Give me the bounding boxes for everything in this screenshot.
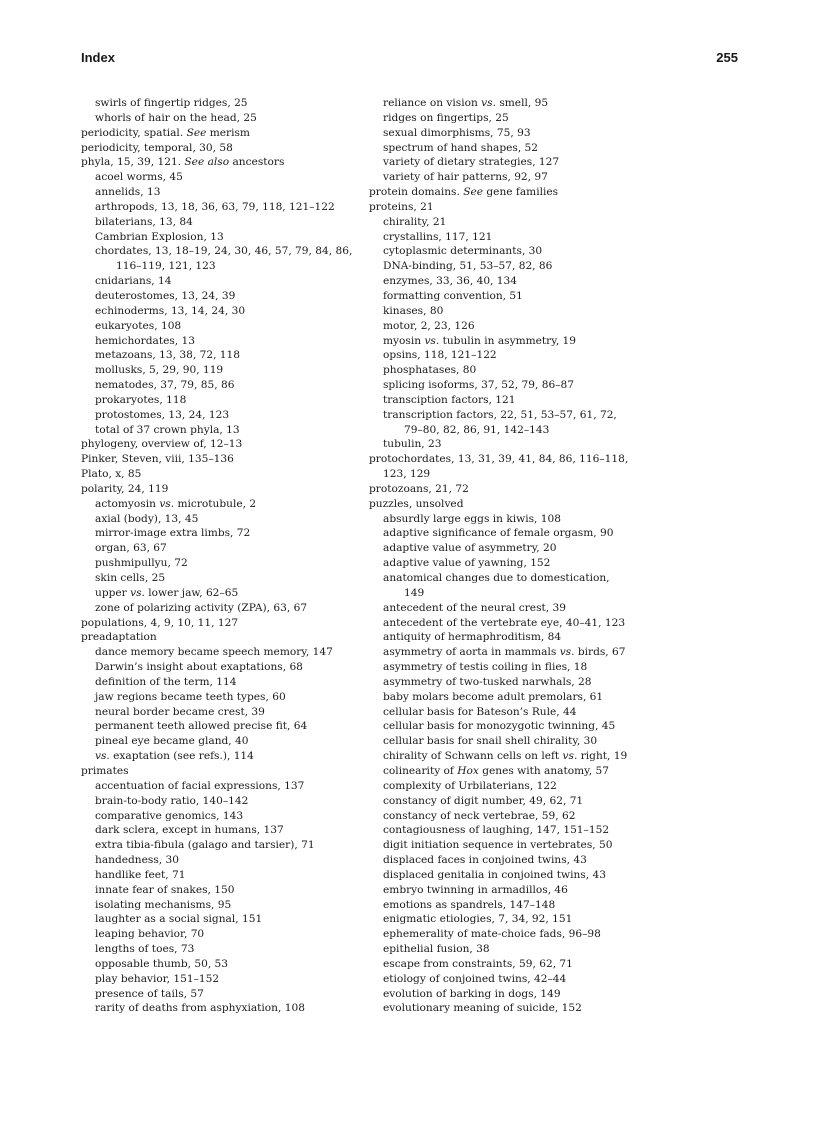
index-entry-text: periodicity, temporal, 30, 58: [81, 141, 233, 154]
index-entry-text: opsins, 118, 121–122: [383, 349, 497, 362]
index-subentry: [81, 853, 371, 868]
index-entry-text: annelids, 13: [95, 186, 161, 199]
index-entry-text: reliance on vision: [383, 97, 482, 109]
index-entry-text: primates: [81, 764, 129, 777]
index-subentry: [369, 809, 659, 824]
index-entry-text: ridges on fingertips, 25: [383, 111, 509, 124]
index-entry-text: anatomical changes due to domestication,: [383, 572, 610, 584]
index-entry-text: hemichordates, 13: [95, 334, 195, 347]
index-subentry: [81, 571, 371, 586]
index-entry-text: acoel worms, 45: [95, 171, 183, 184]
index-entry: [81, 467, 371, 482]
index-entry-text: preadaptation: [81, 631, 157, 644]
index-entry-text: epithelial fusion, 38: [383, 943, 490, 956]
index-entry-text: asymmetry of testis coiling in flies, 18: [383, 661, 588, 674]
index-entry: [81, 437, 371, 452]
index-subentry: [81, 200, 371, 215]
index-subentry: [369, 823, 659, 838]
index-entry-text-after: tubulin in asymmetry, 19: [439, 334, 577, 347]
index-subentry: [369, 126, 659, 141]
index-subentry: [81, 883, 371, 898]
index-entry-text: presence of tails, 57: [95, 987, 204, 1000]
index-subentry: [369, 170, 659, 185]
index-subentry: [369, 868, 659, 883]
index-entry-italic: vs.: [159, 497, 175, 510]
index-subentry: [81, 304, 371, 319]
index-subentry: [369, 764, 659, 779]
index-entry-text: permanent teeth allowed precise fit, 64: [95, 720, 308, 733]
index-subentry: [369, 853, 659, 868]
index-subentry: [369, 630, 659, 645]
index-entry-text: phylogeny, overview of, 12–13: [81, 438, 243, 451]
index-entry-text: nematodes, 37, 79, 85, 86: [95, 379, 235, 392]
index-subentry: [81, 645, 371, 660]
index-subentry: [81, 601, 371, 616]
index-subentry: [369, 957, 659, 972]
index-subentry: [81, 794, 371, 809]
index-entry-text: swirls of fingertip ridges, 25: [95, 97, 248, 109]
index-subentry: [369, 348, 659, 363]
index-subentry: [369, 972, 659, 987]
index-entry-text: kinases, 80: [383, 304, 444, 317]
index-subentry: [369, 749, 659, 764]
index-entry-continuation: [369, 586, 659, 601]
running-head: [81, 50, 738, 70]
index-subentry: [369, 437, 659, 452]
index-entry-text: chirality, 21: [383, 215, 447, 228]
index-entry-text: Cambrian Explosion, 13: [95, 230, 224, 243]
index-entry-text: handedness, 30: [95, 854, 179, 867]
index-subentry: [81, 809, 371, 824]
index-entry-text: protozoans, 21, 72: [369, 482, 469, 495]
index-entry-text: zone of polarizing activity (ZPA), 63, 67: [95, 601, 308, 614]
index-entry-italic: vs.: [130, 586, 145, 599]
index-entry-text: jaw regions became teeth types, 60: [95, 690, 286, 703]
index-entry-text: asymmetry of two-tusked narwhals, 28: [383, 675, 592, 688]
index-entry-text: etiology of conjoined twins, 42–44: [383, 972, 567, 985]
index-subentry: [81, 823, 371, 838]
index-subentry: [81, 319, 371, 334]
index-entry-text: pineal eye became gland, 40: [95, 735, 249, 748]
index-entry-text: antecedent of the vertebrate eye, 40–41, 123: [383, 616, 626, 629]
index-subentry: [369, 274, 659, 289]
index-entry-continuation: [81, 259, 371, 274]
index-subentry: [81, 660, 371, 675]
index-subentry: [369, 645, 659, 660]
index-entry-text: whorls of hair on the head, 25: [95, 111, 257, 124]
index-subentry: [81, 170, 371, 185]
index-entry: [369, 200, 659, 215]
index-subentry: [369, 541, 659, 556]
index-entry-text: Darwin’s insight about exaptations, 68: [95, 661, 303, 674]
index-subentry: [369, 378, 659, 393]
index-subentry: [369, 215, 659, 230]
index-subentry: [81, 497, 371, 512]
index-subentry: [369, 987, 659, 1002]
index-entry-text: innate fear of snakes, 150: [95, 883, 235, 896]
index-subentry: [81, 363, 371, 378]
index-subentry: [81, 957, 371, 972]
index-subentry: [81, 898, 371, 913]
index-entry-text: adaptive significance of female orgasm, 90: [383, 527, 614, 540]
index-subentry: [369, 319, 659, 334]
index-entry-text: upper: [95, 586, 131, 599]
index-entry-text: chordates, 13, 18–19, 24, 30, 46, 57, 79, 84, 86,: [95, 245, 353, 258]
index-entry: [81, 630, 371, 645]
index-subentry: [81, 868, 371, 883]
index-entry-text: evolution of barking in dogs, 149: [383, 987, 561, 1000]
index-subentry: [369, 898, 659, 913]
index-entry-text: polarity, 24, 119: [81, 482, 169, 495]
index-entry-text: pushmipullyu, 72: [95, 557, 188, 570]
index-subentry: [369, 96, 659, 111]
index-entry-text: motor, 2, 23, 126: [383, 319, 475, 332]
index-entry-text: cellular basis for snail shell chirality, 30: [383, 735, 598, 748]
index-subentry: [369, 705, 659, 720]
index-entry-text: displaced genitalia in conjoined twins, 43: [383, 868, 606, 881]
index-subentry: [369, 690, 659, 705]
index-entry-text: emotions as spandrels, 147–148: [383, 898, 556, 911]
index-entry: [369, 185, 659, 200]
index-entry-text: evolutionary meaning of suicide, 152: [383, 1002, 582, 1015]
index-entry: [81, 126, 371, 141]
index-entry-text: echinoderms, 13, 14, 24, 30: [95, 304, 246, 317]
index-subentry: [369, 838, 659, 853]
index-subentry: [81, 230, 371, 245]
index-entry-continuation: [369, 423, 659, 438]
index-subentry: [81, 690, 371, 705]
index-entry-text: protochordates, 13, 31, 39, 41, 84, 86, 116–118,: [369, 453, 629, 466]
index-subentry: [369, 883, 659, 898]
index-entry-text: DNA-binding, 51, 53–57, 82, 86: [383, 260, 553, 273]
index-entry-italic: Hox: [457, 764, 479, 777]
index-subentry: [81, 96, 371, 111]
index-entry-text: adaptive value of asymmetry, 20: [383, 542, 557, 555]
index-entry-text: brain-to-body ratio, 140–142: [95, 794, 249, 807]
index-entry-text-after: lower jaw, 62–65: [144, 586, 239, 599]
index-subentry: [81, 408, 371, 423]
index-entry: [369, 497, 659, 512]
index-entry-text: cnidarians, 14: [95, 275, 172, 288]
index-entry: [81, 764, 371, 779]
index-subentry: [369, 408, 659, 423]
index-entry-text: definition of the term, 114: [95, 675, 237, 688]
index-entry-text: mollusks, 5, 29, 90, 119: [95, 364, 224, 377]
index-entry-text-after: smell, 95: [495, 97, 549, 109]
index-subentry: [369, 230, 659, 245]
index-subentry: [369, 1001, 659, 1016]
index-entry-text: handlike feet, 71: [95, 868, 186, 881]
index-entry: [81, 155, 371, 170]
index-subentry: [369, 927, 659, 942]
index-subentry: [81, 838, 371, 853]
index-subentry: [81, 274, 371, 289]
index-entry-text: cytoplasmic determinants, 30: [383, 245, 543, 258]
index-entry-text: axial (body), 13, 45: [95, 512, 199, 525]
index-entry-text: proteins, 21: [369, 200, 434, 213]
index-subentry: [369, 734, 659, 749]
index-entry: [369, 482, 659, 497]
index-entry-text: sexual dimorphisms, 75, 93: [383, 126, 531, 139]
index-subentry: [369, 794, 659, 809]
index-entry-text: accentuation of facial expressions, 137: [95, 779, 305, 792]
index-subentry: [369, 675, 659, 690]
index-subentry: [81, 779, 371, 794]
index-subentry: [81, 749, 371, 764]
index-subentry: [81, 705, 371, 720]
index-entry-text: Plato, x, 85: [81, 468, 142, 481]
index-entry-text: tubulin, 23: [383, 438, 442, 451]
index-subentry: [81, 526, 371, 541]
index-subentry: [81, 942, 371, 957]
index-entry: [81, 141, 371, 156]
index-entry-text: puzzles, unsolved: [369, 497, 464, 510]
index-entry-text: bilaterians, 13, 84: [95, 215, 193, 228]
index-subentry: [369, 616, 659, 631]
index-subentry: [81, 586, 371, 601]
index-subentry: [81, 675, 371, 690]
index-subentry: [81, 556, 371, 571]
index-subentry: [81, 334, 371, 349]
index-entry-text: metazoans, 13, 38, 72, 118: [95, 349, 241, 362]
index-entry-text: isolating mechanisms, 95: [95, 898, 232, 911]
index-entry-text: deuterostomes, 13, 24, 39: [95, 289, 236, 302]
index-entry-text: chirality of Schwann cells on left: [383, 750, 563, 763]
index-subentry: [369, 393, 659, 408]
index-subentry: [369, 155, 659, 170]
index-entry-text: dance memory became speech memory, 147: [95, 646, 333, 659]
index-entry-text: enzymes, 33, 36, 40, 134: [383, 275, 518, 288]
index-subentry: [369, 141, 659, 156]
index-entry-text: cellular basis for monozygotic twinning, 45: [383, 720, 616, 733]
index-subentry: [81, 423, 371, 438]
index-entry-text: antiquity of hermaphroditism, 84: [383, 631, 562, 644]
index-subentry: [81, 1001, 371, 1016]
index-entry-text: ephemerality of mate-choice fads, 96–98: [383, 928, 601, 941]
index-entry-text: cellular basis for Bateson’s Rule, 44: [383, 705, 577, 718]
index-entry-text: contagiousness of laughing, 147, 151–152: [383, 824, 610, 837]
index-entry-text: skin cells, 25: [95, 572, 166, 584]
index-entry-italic: vs.: [95, 750, 110, 763]
index-subentry: [81, 541, 371, 556]
index-subentry: [369, 942, 659, 957]
index-entry-text: lengths of toes, 73: [95, 943, 195, 956]
index-entry-text: absurdly large eggs in kiwis, 108: [383, 512, 561, 525]
index-entry-text: complexity of Urbilaterians, 122: [383, 779, 557, 792]
index-entry-text: splicing isoforms, 37, 52, 79, 86–87: [383, 379, 574, 392]
index-entry-text: displaced faces in conjoined twins, 43: [383, 854, 587, 867]
index-subentry: [369, 363, 659, 378]
index-entry-text: transciption factors, 121: [383, 393, 516, 406]
index-subentry: [369, 259, 659, 274]
index-entry-italic: See also: [184, 156, 230, 169]
index-entry-text: digit initiation sequence in vertebrates, 50: [383, 839, 613, 852]
index-entry-text: total of 37 crown phyla, 13: [95, 423, 240, 436]
index-entry-text: organ, 63, 67: [95, 542, 167, 555]
index-entry-text: phyla, 15, 39, 121.: [81, 156, 185, 169]
index-subentry: [369, 556, 659, 571]
index-subentry: [369, 601, 659, 616]
index-entry-text: prokaryotes, 118: [95, 393, 187, 406]
index-entry-text: arthropods, 13, 18, 36, 63, 79, 118, 121–122: [95, 200, 335, 213]
index-entry: [369, 452, 659, 467]
index-column-right: [369, 96, 659, 1016]
index-entry-text: periodicity, spatial.: [81, 126, 187, 139]
index-entry-text: neural border became crest, 39: [95, 705, 265, 718]
index-subentry: [81, 378, 371, 393]
index-subentry: [369, 526, 659, 541]
index-entry-text: 123, 129: [383, 468, 431, 481]
index-entry-text: 116–119, 121, 123: [116, 260, 216, 273]
index-entry-text: eukaryotes, 108: [95, 319, 182, 332]
index-entry-text: constancy of neck vertebrae, 59, 62: [383, 809, 576, 822]
index-entry-text: Pinker, Steven, viii, 135–136: [81, 453, 234, 466]
index-subentry: [81, 244, 371, 259]
index-entry-text-after: exaptation (see refs.), 114: [109, 750, 254, 763]
index-subentry: [369, 304, 659, 319]
index-entry-text-after: birds, 67: [574, 646, 626, 659]
index-entry-italic: See: [463, 186, 484, 199]
index-entry-italic: vs.: [559, 646, 575, 659]
index-subentry: [81, 987, 371, 1002]
index-entry: [81, 452, 371, 467]
index-entry-italic: vs.: [424, 334, 440, 347]
index-entry-text: adaptive value of yawning, 152: [383, 557, 551, 570]
index-subentry: [81, 348, 371, 363]
index-entry-text: antecedent of the neural crest, 39: [383, 601, 566, 614]
index-entry-continuation: [369, 467, 659, 482]
index-subentry: [369, 334, 659, 349]
index-entry-text: asymmetry of aorta in mammals: [383, 646, 560, 659]
index-entry-text: extra tibia-fibula (galago and tarsier), 71: [95, 839, 315, 852]
index-entry-text-after: right, 19: [577, 750, 628, 763]
index-entry-text: myosin: [383, 334, 425, 347]
index-subentry: [81, 927, 371, 942]
index-entry-text: laughter as a social signal, 151: [95, 913, 263, 926]
index-subentry: [81, 289, 371, 304]
index-entry-text: comparative genomics, 143: [95, 809, 244, 822]
index-subentry: [369, 244, 659, 259]
index-entry-text: actomyosin: [95, 497, 160, 510]
index-entry: [81, 616, 371, 631]
index-entry-text: 149: [404, 586, 425, 599]
page-number: 255: [716, 50, 738, 65]
index-subentry: [81, 185, 371, 200]
index-entry-text: variety of dietary strategies, 127: [383, 156, 560, 169]
index-entry-italic: vs.: [562, 750, 578, 763]
index-subentry: [81, 719, 371, 734]
index-entry-text: crystallins, 117, 121: [383, 230, 493, 243]
index-column-left: [81, 96, 371, 1016]
index-entry-text: spectrum of hand shapes, 52: [383, 141, 539, 154]
index-entry-italic: vs.: [481, 97, 496, 109]
index-entry-text-after: merism: [206, 126, 250, 139]
index-entry-text: formatting convention, 51: [383, 289, 523, 302]
index-entry-text: enigmatic etiologies, 7, 34, 92, 151: [383, 913, 573, 926]
index-entry-italic: See: [186, 126, 207, 139]
index-entry-text: leaping behavior, 70: [95, 928, 205, 941]
index-entry-text: mirror-image extra limbs, 72: [95, 527, 251, 540]
index-subentry: [369, 660, 659, 675]
index-subentry: [369, 779, 659, 794]
index-entry-text: variety of hair patterns, 92, 97: [383, 171, 548, 184]
index-entry: [81, 482, 371, 497]
running-head-title: Index: [81, 50, 115, 65]
index-entry-text-after: gene families: [483, 186, 559, 199]
index-entry-text: populations, 4, 9, 10, 11, 127: [81, 616, 239, 629]
index-subentry: [369, 719, 659, 734]
index-subentry: [81, 393, 371, 408]
index-entry-text-after: microtubule, 2: [174, 497, 257, 510]
index-entry-text-after: ancestors: [229, 156, 285, 169]
index-subentry: [81, 972, 371, 987]
index-entry-text: 79–80, 82, 86, 91, 142–143: [404, 423, 550, 436]
index-entry-text: protein domains.: [369, 186, 464, 199]
index-entry-text: rarity of deaths from asphyxiation, 108: [95, 1002, 305, 1015]
index-entry-text: transcription factors, 22, 51, 53–57, 61, 72,: [383, 408, 617, 421]
index-subentry: [369, 512, 659, 527]
index-entry-text: opposable thumb, 50, 53: [95, 957, 229, 970]
index-entry-text: baby molars become adult premolars, 61: [383, 690, 604, 703]
index-subentry: [369, 111, 659, 126]
index-entry-text: phosphatases, 80: [383, 364, 477, 377]
index-subentry: [81, 111, 371, 126]
index-subentry: [81, 734, 371, 749]
index-entry-text: constancy of digit number, 49, 62, 71: [383, 794, 584, 807]
index-entry-text-after: genes with anatomy, 57: [478, 764, 609, 777]
index-entry-text: protostomes, 13, 24, 123: [95, 408, 230, 421]
index-subentry: [81, 512, 371, 527]
index-subentry: [81, 912, 371, 927]
index-entry-text: colinearity of: [383, 764, 458, 777]
index-entry-text: escape from constraints, 59, 62, 71: [383, 957, 573, 970]
index-subentry: [369, 571, 659, 586]
index-entry-text: dark sclera, except in humans, 137: [95, 824, 284, 837]
index-entry-text: play behavior, 151–152: [95, 972, 220, 985]
index-subentry: [369, 289, 659, 304]
index-subentry: [369, 912, 659, 927]
index-subentry: [81, 215, 371, 230]
index-entry-text: embryo twinning in armadillos, 46: [383, 883, 568, 896]
